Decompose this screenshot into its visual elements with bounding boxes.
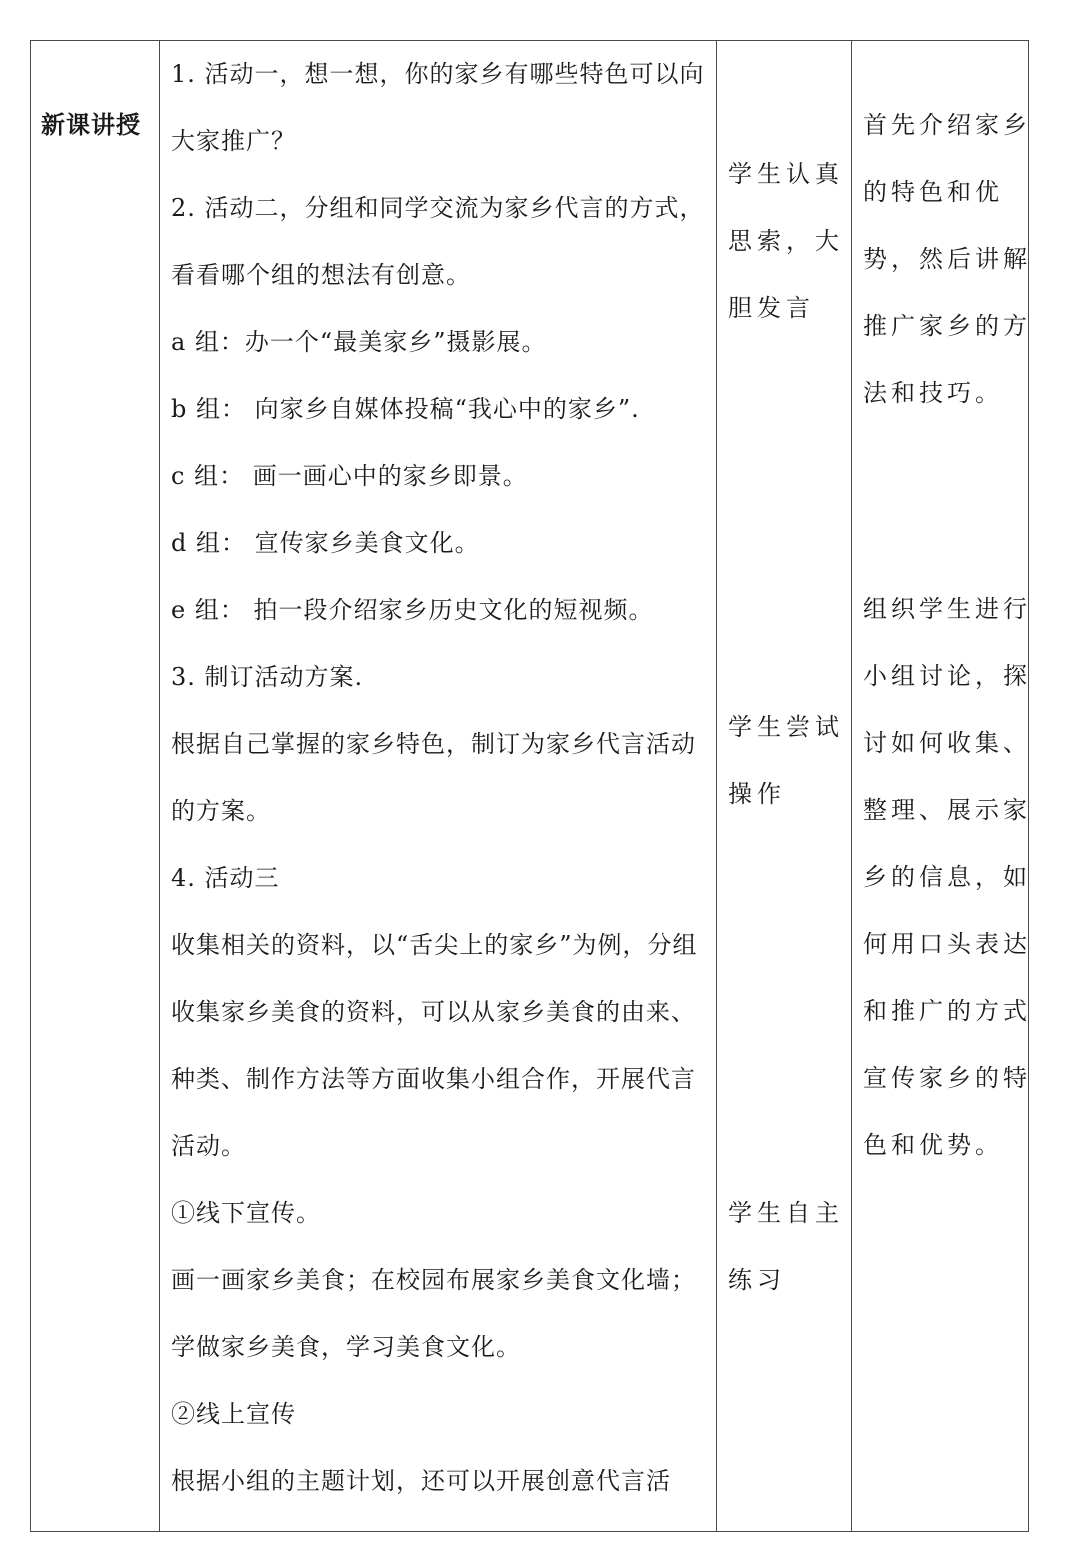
content-line: d 组： 宣传家乡美食文化。	[171, 529, 480, 557]
content-line: a 组：办一个“最美家乡”摄影展。	[171, 328, 547, 356]
content-line: 活动。	[171, 1132, 246, 1160]
teacher-activity-line: 首先介绍家乡	[863, 111, 1031, 139]
teacher-activity-line: 整理、展示家	[863, 796, 1031, 824]
content-line: c 组： 画一画心中的家乡即景。	[171, 462, 528, 490]
content-line: 看看哪个组的想法有创意。	[171, 261, 471, 289]
teacher-activity-line: 和推广的方式	[863, 997, 1031, 1025]
column-divider	[159, 41, 160, 1531]
student-activity-line: 练习	[728, 1266, 786, 1294]
teacher-activity-2	[863, 593, 1031, 1196]
content-line: 收集家乡美食的资料，可以从家乡美食的由来、	[171, 998, 696, 1026]
student-activity-line: 学生自主	[728, 1199, 844, 1227]
content-line: 大家推广？	[171, 127, 296, 155]
teacher-activity-line: 色和优势。	[863, 1131, 1003, 1159]
teacher-activity-line: 推广家乡的方	[863, 312, 1031, 340]
content-line: ①线下宣传。	[171, 1199, 321, 1227]
column-divider	[851, 41, 852, 1531]
content-line: 种类、制作方法等方面收集小组合作，开展代言	[171, 1065, 696, 1093]
student-activity-line: 学生认真	[728, 160, 844, 188]
content-line: 根据小组的主题计划，还可以开展创意代言活	[171, 1467, 671, 1495]
student-activity-2	[728, 711, 846, 845]
student-activity-line: 操作	[728, 780, 786, 808]
content-line: e 组： 拍一段介绍家乡历史文化的短视频。	[171, 596, 654, 624]
teacher-activity-line: 势，然后讲解	[863, 245, 1031, 273]
content-line: 2. 活动二，分组和同学交流为家乡代言的方式，	[171, 194, 705, 222]
content-line: 1. 活动一，想一想，你的家乡有哪些特色可以向	[171, 60, 705, 88]
content-line: ②线上宣传	[171, 1400, 296, 1428]
student-activity-1	[728, 158, 846, 359]
lesson-plan-table	[30, 40, 1029, 1532]
student-activity-line: 思索，大	[728, 227, 844, 255]
teacher-activity-line: 宣传家乡的特	[863, 1064, 1031, 1092]
content-line: 收集相关的资料，以“舌尖上的家乡”为例，分组	[171, 931, 698, 959]
student-activity-line: 学生尝试	[728, 713, 844, 741]
teacher-activity-line: 小组讨论，探	[863, 662, 1031, 690]
column-divider	[716, 41, 717, 1531]
content-line: 3. 制订活动方案.	[171, 663, 364, 691]
teacher-activity-line: 组织学生进行	[863, 595, 1031, 623]
student-activity-3	[728, 1197, 846, 1331]
student-activity-line: 胆发言	[728, 294, 815, 322]
section-label: 新课讲授	[41, 111, 141, 139]
teacher-activity-line: 讨如何收集、	[863, 729, 1031, 757]
teacher-activity-1	[863, 109, 1031, 444]
teacher-activity-line: 法和技巧。	[863, 379, 1003, 407]
content-line: 画一画家乡美食；在校园布展家乡美食文化墙；	[171, 1266, 696, 1294]
content-line: 的方案。	[171, 797, 271, 825]
content-line: 4. 活动三	[171, 864, 280, 892]
teacher-activity-line: 的特色和优	[863, 178, 1003, 206]
teacher-activity-line: 何用口头表达	[863, 930, 1031, 958]
teacher-activity-line: 乡的信息，如	[863, 863, 1031, 891]
content-line: b 组： 向家乡自媒体投稿“我心中的家乡”.	[171, 395, 640, 423]
content-column	[171, 58, 711, 1532]
content-line: 根据自己掌握的家乡特色，制订为家乡代言活动	[171, 730, 696, 758]
content-line: 学做家乡美食，学习美食文化。	[171, 1333, 521, 1361]
